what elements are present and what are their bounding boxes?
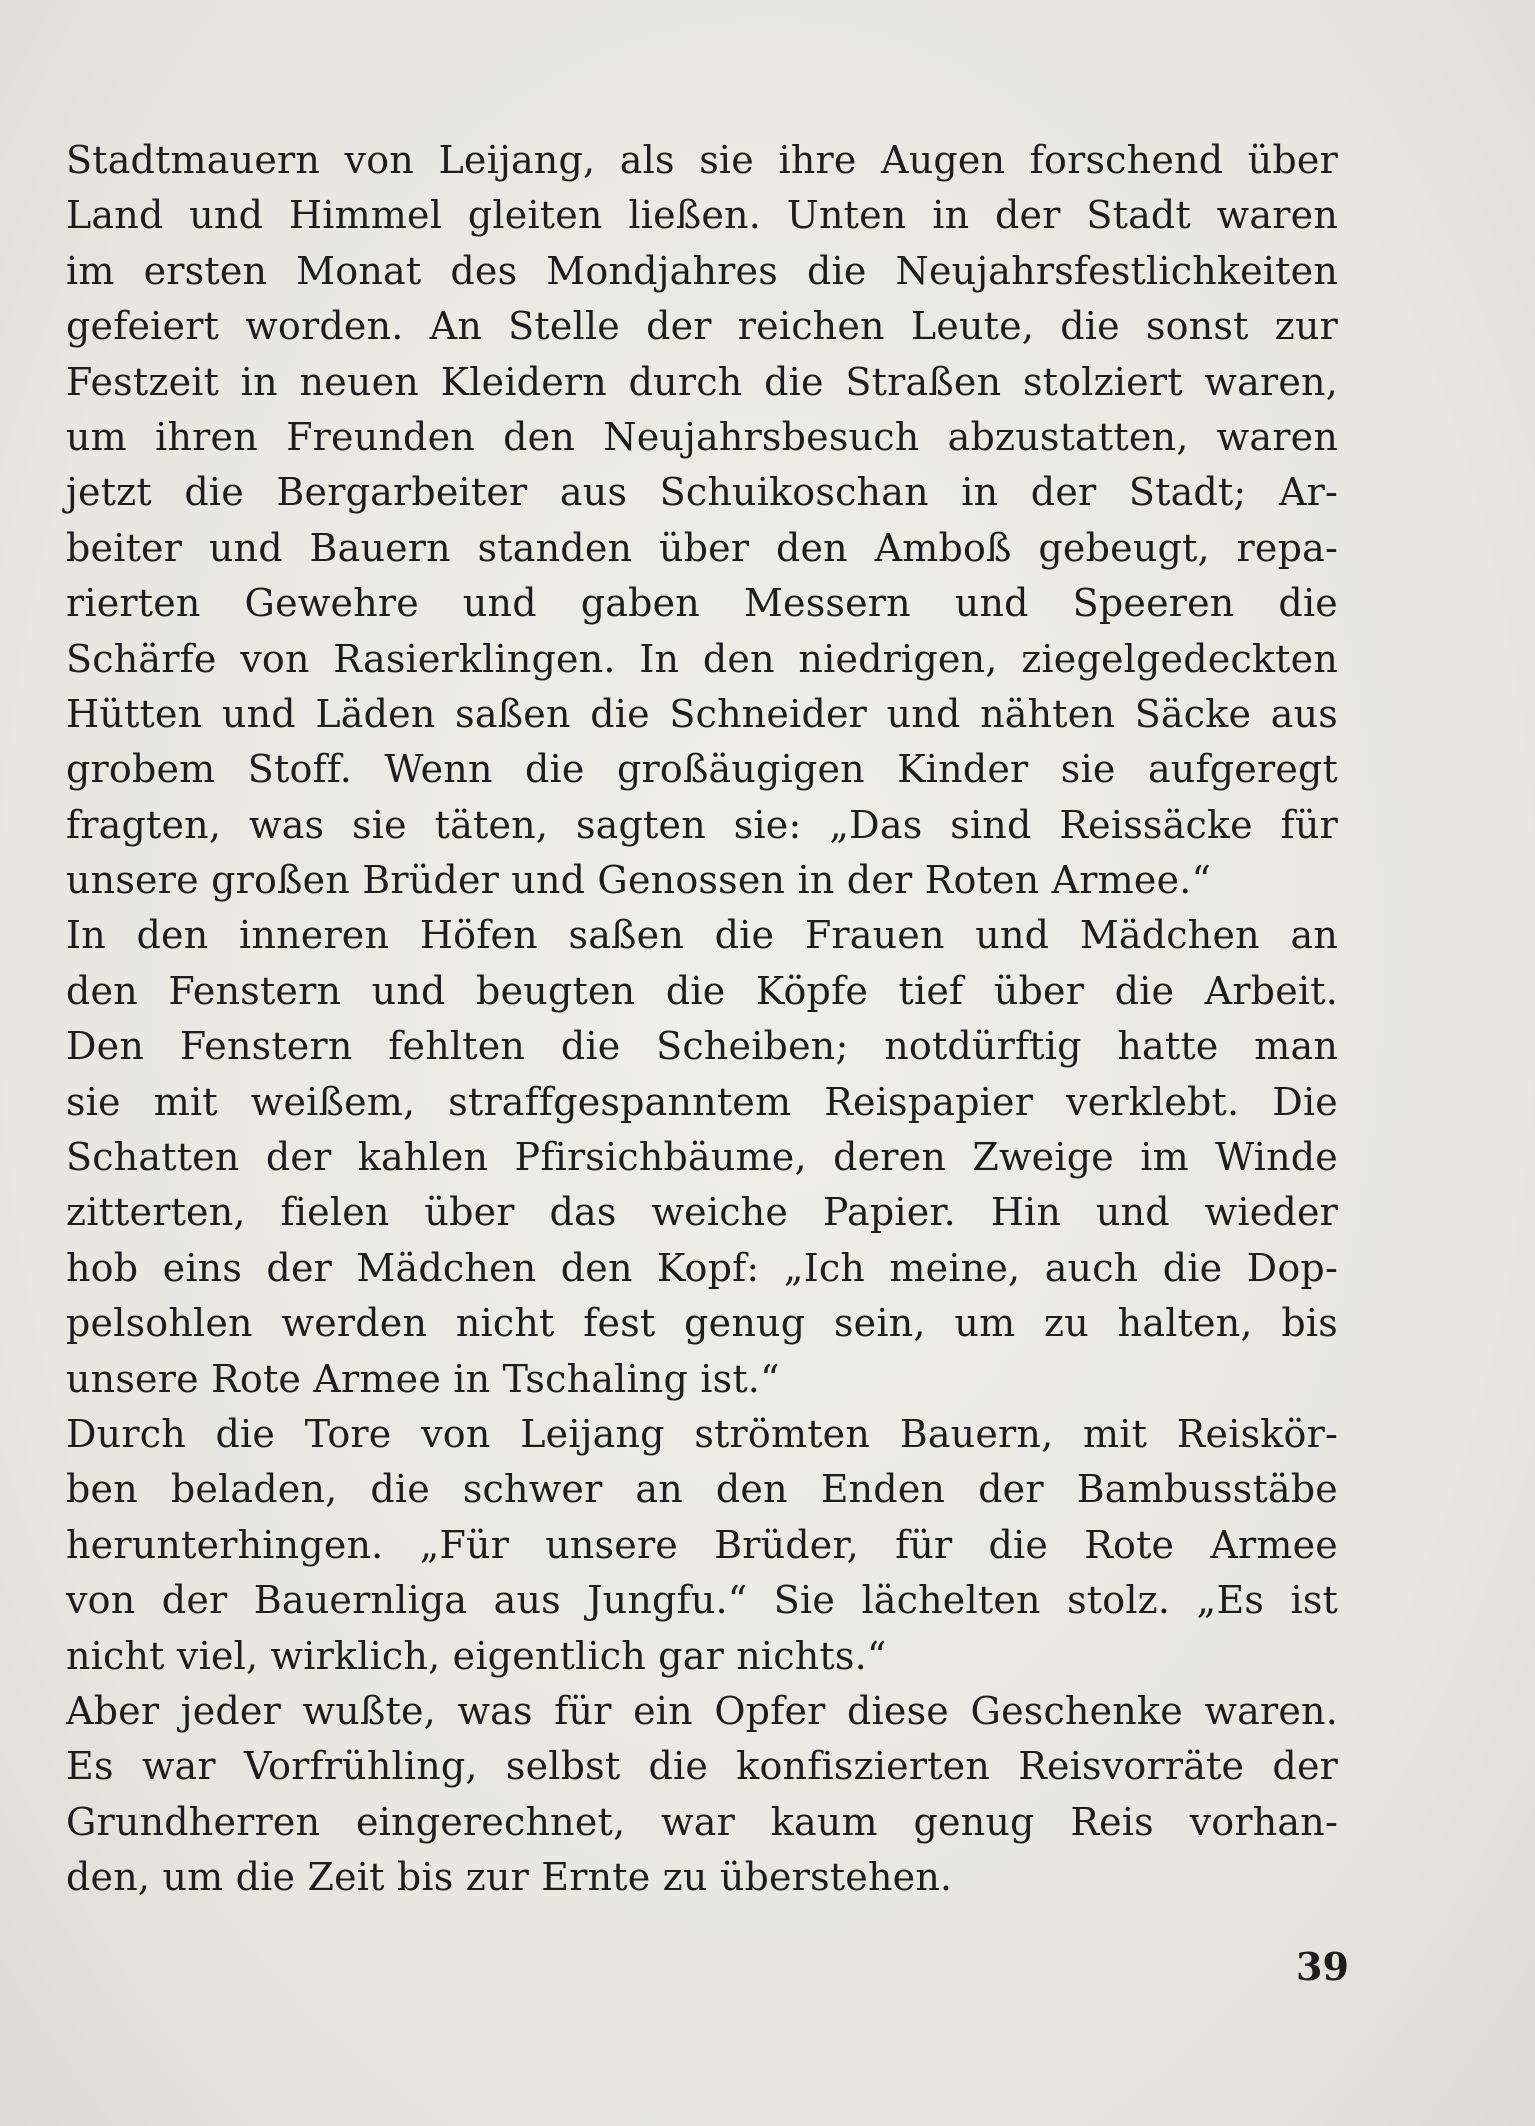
text-line: unsere großen Brüder und Genossen in der Roten Armee.“ [66, 858, 1212, 903]
text-line: Land und Himmel gleiten ließen. Unten in der Stadt waren [66, 193, 1338, 238]
text-line: Grundherren eingerechnet, war kaum genug Reis vorhan- [66, 1799, 1338, 1844]
text-line: pelsohlen werden nicht fest genug sein, um zu halten, bis [66, 1301, 1338, 1346]
text-line: gefeiert worden. An Stelle der reichen Leute, die sonst zur [66, 304, 1338, 349]
text-line: zitterten, fielen über das weiche Papier. Hin und wieder [66, 1190, 1338, 1235]
text-line: Stadtmauern von Leijang, als sie ihre Augen forschend über [66, 138, 1338, 182]
body-text [66, 133, 1338, 1906]
text-line: ben beladen, die schwer an den Enden der Bambusstäbe [66, 1467, 1338, 1512]
text-line: den Fenstern und beugten die Köpfe tief über die Arbeit. [66, 968, 1338, 1013]
text-line: Durch die Tore von Leijang strömten Bauern, mit Reiskör- [66, 1411, 1338, 1456]
text-line: jetzt die Bergarbeiter aus Schuikoschan in der Stadt; Ar- [66, 470, 1338, 515]
text-line: um ihren Freunden den Neujahrsbesuch abzustatten, waren [66, 414, 1338, 459]
text-line: beiter und Bauern standen über den Amboß gebeugt, repa- [66, 525, 1338, 570]
text-line: Hütten und Läden saßen die Schneider und nähten Säcke aus [66, 691, 1338, 736]
text-line: herunterhingen. „Für unsere Brüder, für die Rote Armee [66, 1522, 1338, 1567]
text-line: von der Bauernliga aus Jungfu.“ Sie lächelten stolz. „Es ist [66, 1578, 1338, 1623]
text-line: nicht viel, wirklich, eigentlich gar nichts.“ [66, 1633, 887, 1678]
text-line: sie mit weißem, straffgespanntem Reispapier verklebt. Die [66, 1079, 1338, 1124]
text-line: hob eins der Mädchen den Kopf: „Ich meine, auch die Dop- [66, 1245, 1338, 1290]
text-line: In den inneren Höfen saßen die Frauen und Mädchen an [66, 913, 1338, 958]
page-number: 39 [1296, 1944, 1349, 1989]
text-line: den, um die Zeit bis zur Ernte zu überstehen. [66, 1855, 953, 1900]
text-line: rierten Gewehre und gaben Messern und Speeren die [66, 581, 1338, 626]
text-line: fragten, was sie täten, sagten sie: „Das sind Reissäcke für [66, 802, 1338, 847]
text-line: Es war Vorfrühling, selbst die konfiszierten Reisvorräte der [66, 1744, 1338, 1789]
text-line: Aber jeder wußte, was für ein Opfer diese Geschenke waren. [66, 1688, 1338, 1733]
text-line: im ersten Monat des Mondjahres die Neujahrsfestlichkeiten [66, 248, 1338, 293]
text-line: Festzeit in neuen Kleidern durch die Straßen stolziert waren, [66, 359, 1338, 404]
text-line: Schärfe von Rasierklingen. In den niedrigen, ziegelgedeckten [66, 636, 1338, 681]
text-line: Schatten der kahlen Pfirsichbäume, deren Zweige im Winde [66, 1135, 1338, 1180]
text-line: grobem Stoff. Wenn die großäugigen Kinder sie aufgeregt [66, 747, 1338, 792]
text-line: Den Fenstern fehlten die Scheiben; notdürftig hatte man [66, 1024, 1338, 1069]
text-line: unsere Rote Armee in Tschaling ist.“ [66, 1356, 780, 1401]
